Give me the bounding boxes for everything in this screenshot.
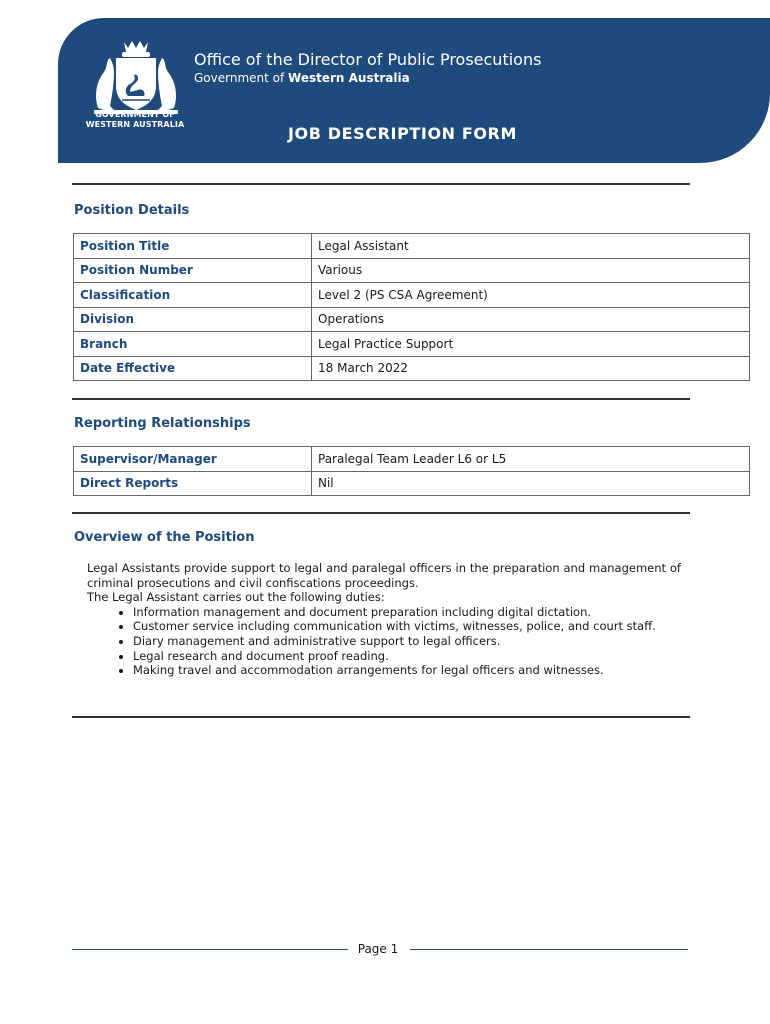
table-row	[74, 258, 750, 283]
duty-item: • Customer service including communication with victims, witnesses, police, and court staff.	[133, 619, 681, 634]
table-row	[74, 471, 750, 496]
table-row	[74, 234, 750, 259]
overview-paragraph: Legal Assistants provide support to legal and paralegal officers in the preparation and management of criminal prosecutions and civil confiscations proceedings.	[87, 561, 681, 590]
government-subtitle	[194, 71, 410, 85]
table-row	[74, 332, 750, 357]
section-divider	[72, 398, 690, 400]
field-label: Position Title	[74, 234, 312, 259]
field-label: Direct Reports	[74, 471, 312, 496]
field-label: Branch	[74, 332, 312, 357]
field-label: Date Effective	[74, 356, 312, 381]
section-divider	[72, 512, 690, 514]
duty-item: • Making travel and accommodation arrangements for legal officers and witnesses.	[133, 663, 681, 678]
crest-label-line2: WESTERN AUSTRALIA	[85, 120, 185, 129]
overview-heading: Overview of the Position	[74, 530, 255, 545]
field-value: Legal Assistant	[312, 234, 750, 259]
duties-list	[87, 605, 681, 678]
field-value: Nil	[312, 471, 750, 496]
position-details-table	[73, 233, 750, 381]
duty-item: • Information management and document preparation including digital dictation.	[133, 605, 681, 620]
office-title: Office of the Director of Public Prosecutions	[194, 50, 542, 69]
field-value: Operations	[312, 307, 750, 332]
field-value: Paralegal Team Leader L6 or L5	[312, 447, 750, 472]
table-row	[74, 356, 750, 381]
section-divider	[72, 183, 690, 185]
table-row	[74, 283, 750, 308]
field-label: Division	[74, 307, 312, 332]
page-number: Page 1	[357, 942, 399, 956]
duty-item: • Legal research and document proof reading.	[133, 649, 681, 664]
crest-label	[80, 110, 190, 130]
field-value: Legal Practice Support	[312, 332, 750, 357]
reporting-relationships-table	[73, 446, 750, 496]
position-details-heading: Position Details	[74, 203, 190, 218]
field-value: 18 March 2022	[312, 356, 750, 381]
overview-intro: The Legal Assistant carries out the following duties:	[87, 590, 385, 605]
field-label: Supervisor/Manager	[74, 447, 312, 472]
subtitle-state: Western Australia	[288, 71, 410, 85]
table-row	[74, 447, 750, 472]
footer-line-left	[72, 949, 348, 950]
form-title: JOB DESCRIPTION FORM	[288, 124, 517, 143]
section-divider	[72, 716, 690, 718]
field-label: Classification	[74, 283, 312, 308]
field-value: Level 2 (PS CSA Agreement)	[312, 283, 750, 308]
crest-label-line1: GOVERNMENT OF	[95, 110, 175, 119]
field-value: Various	[312, 258, 750, 283]
field-label: Position Number	[74, 258, 312, 283]
overview-body	[87, 561, 681, 678]
table-row	[74, 307, 750, 332]
subtitle-prefix: Government of	[194, 71, 289, 85]
duty-item: • Diary management and administrative support to legal officers.	[133, 634, 681, 649]
reporting-relationships-heading: Reporting Relationships	[74, 416, 251, 431]
footer-line-right	[410, 949, 688, 950]
